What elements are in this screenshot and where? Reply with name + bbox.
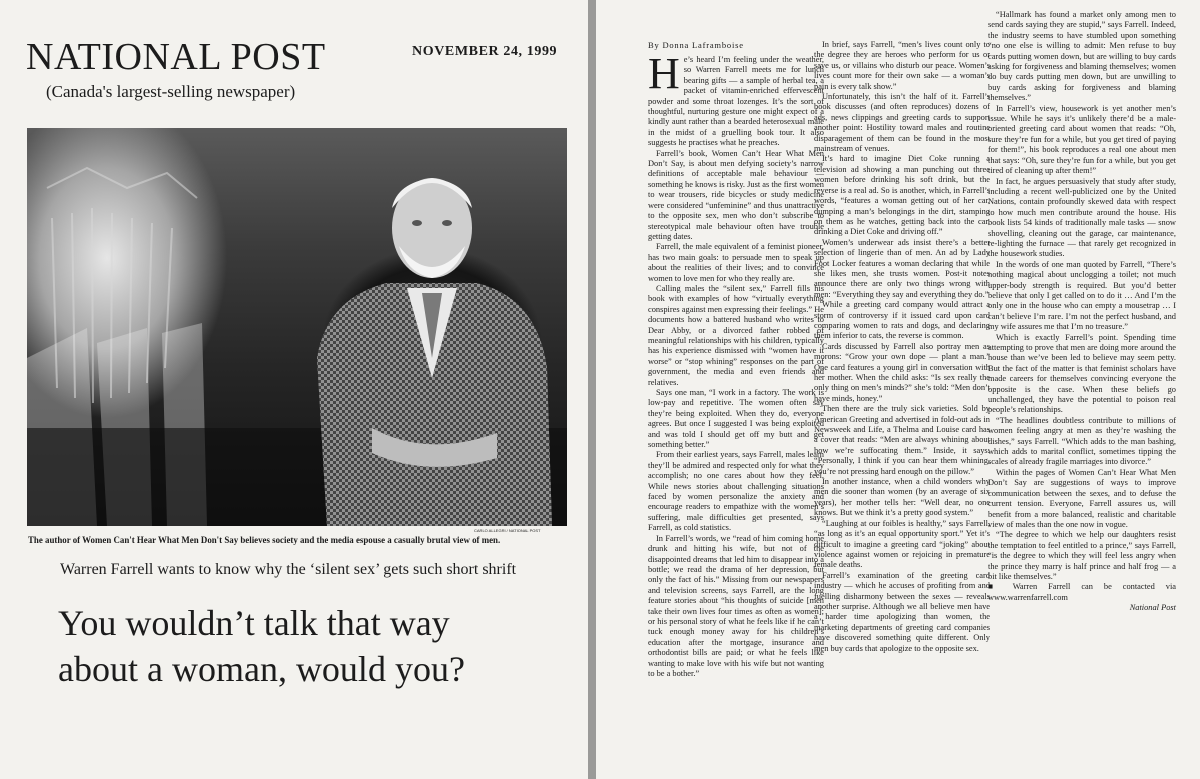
photo-caption: The author of Women Can't Hear What Men Don't Say believes society and the media espouse a casually brutal view of men. xyxy=(28,535,501,545)
masthead-tagline: (Canada's largest-selling newspaper) xyxy=(46,82,296,101)
paragraph: Then there are the truly sick varieties. Sold by American Greeting and advertised in fold-out ads in Newsweek and Life, a Thelma and Louise card has a cover that reads: “Men are always whining about how we’re suffocating them.” Inside, it says: “Personally, I think if you can hear them whining, you’re not pressing hard enough on the pillow.” xyxy=(814,404,990,476)
paragraph: Women’s underwear ads insist there’s a better selection of lingerie than of men. An ad by Lady Foot Locker features a woman declaring that while she likes men, she trusts women. Post-it notes announce there are only two things wrong with men: “Everything they say and everything they do.” xyxy=(814,237,990,299)
paragraph: In brief, says Farrell, “men’s lives count only to the degree they are heroes who perform for us or save us, or villains who disturb our peace. Women’s lives count more for their own sake — a woman’s pain is every talk show.” xyxy=(814,40,990,91)
source-signature: National Post xyxy=(1129,603,1176,613)
paragraph: In the words of one man quoted by Farrell, “There’s nothing magical about unclogging a toilet; not much upper-body strength is required. But you’d better believe that only I get called on to do it … And I’m the only one in the house who can empty a mousetrap … I can’t believe I’m rare. I’m not the perfect husband, and my wife assures me that I’m no treasure.” xyxy=(988,259,1176,332)
paragraph: “The degree to which we help our daughters resist the temptation to feel entitled to a prince,” says Farrell, “is the degree to which they will feel less angry when the prince they marry is half prince and half frog — a bit like themselves.” xyxy=(988,530,1176,581)
paragraph: It’s hard to imagine Diet Coke running a television ad showing a man punching out three women before drinking his soft drink, but the reverse is a real ad. So is another, which, in Farrell’s words, “features a woman getting out of her car, dumping a man’s belongings in the dirt, stamping on them as he watches, getting back into the car, drinking a Diet Coke and driving off.” xyxy=(814,154,990,237)
paragraph: Farrell, the male equivalent of a feminist pioneer, has two main goals: to persuade men to speak up about the realities of their lives; and to convince women to love men for who they really are. xyxy=(648,242,824,283)
article-headline xyxy=(58,600,578,692)
paragraph: Unfortunately, this isn’t the half of it. Farrell’s book discusses (and often reproduces) dozens of ads, news clippings and greeting cards to support another point: Hostility toward males and routine disparagement of them can be found in the most mainstream of venues. xyxy=(814,92,990,154)
article-column-3 xyxy=(988,10,1176,775)
paragraph: Farrell’s examination of the greeting card industry — which he accuses of profiting from and fuelling disharmony between the sexes — reveals another surprise. Although we all believe men have a harder time apologizing than women, the marketing departments of greeting card companies have discovered something quite different. Only men buy cards that apologize to the opposite sex. xyxy=(814,570,990,653)
paragraph: From their earliest years, says Farrell, males learn they’ll be admired and respected only for what they accomplish; no one cares about how they feel. While news stories about challenging situations faced by women personalize the anxiety and encourage readers to empathize with the women’s suffering, male difficulties get presented, says Farrell, as cold statistics. xyxy=(648,450,824,533)
paragraph: He’s heard I’m feeling under the weather, so Warren Farrell meets me for lunch bearing gifts — a sample of herbal tea, a packet of vitamin-enriched effervescent powder and some throat lozenges. It’s the sort of thoughtful, nurturing gesture one might expect of a kindly aunt rather than a bearded heterosexual male in the midst of a gruelling book tour. It also suggests he practises what he preaches. xyxy=(648,49,824,148)
headline-line-1: You wouldn’t talk that way xyxy=(58,603,450,643)
article-deck: Warren Farrell wants to know why the ‘silent sex’ gets such short shrift xyxy=(60,561,517,578)
paragraph: In Farrell’s words, we “read of him coming home drunk and hitting his wife, but not of the disappointed dreams that led him to disappear into a bottle; we read the drama of her depression, but only the fact of his.” Missing from our newspapers and television screens, says Farrell, are the long feature stories about “his thoughts of suicide [men take their own lives four times as often as women]; or his personal story of what he feels like if he can’t tuck enough money away for his children’s education after the mortgage, insurance and orthodontist bills are paid; or what he feels like wanting to make love with his wife but not wanting to be a bother.” xyxy=(648,533,824,678)
paragraph: Which is exactly Farrell’s point. Spending time attempting to prove that men are doing more around the house than we’ve been led to believe may seem petty. But the fact of the matter is that feminist scholars have made careers for themselves convincing everyone the opposite is the case. When these beliefs go unchallenged, they have the potential to poison real people’s relationships. xyxy=(988,332,1176,415)
headline-line-2: about a woman, would you? xyxy=(58,649,465,689)
paragraph: “Hallmark has found a market only among men to send cards saying they are stupid,” says Farrell. Indeed, the industry seems to have stumbled upon something “no one else is willing to admit: Men refuse to buy cards putting women down, but are willing to buy cards asking for forgiveness and blaming themselves; women do buy cards putting men down, but are unwilling to buy cards asking for forgiveness and blaming themselves.” xyxy=(988,10,1176,103)
paragraph: While a greeting card company would attract a storm of controversy if it issued card upon card comparing women to rats and dogs, and declaring them inferior to cats, the reverse is common. xyxy=(814,300,990,341)
byline: By Donna Laframboise xyxy=(648,40,744,50)
contact-note: ■ Warren Farrell can be contacted via www.warrenfarrell.com xyxy=(988,582,1176,602)
right-page xyxy=(596,0,1200,779)
author-photo-illustration xyxy=(27,128,567,526)
paragraph: Cards discussed by Farrell also portray men as morons: “Grow your own dope — plant a man.” One card features a young girl in conversation with her mother. When the child asks: “Is sex really the only thing on men’s minds?” she’s told: “Men don’t have minds, honey.” xyxy=(814,341,990,403)
paragraph: In fact, he argues persuasively that study after study, including a recent well-publicized one by the United Nations, contain profoundly skewed data with respect to how much men contribute around the house. His book lists 54 kinds of traditionally male tasks — snow shovelling, cleaning out the garage, car maintenance, re-lighting the furnace — that rarely get recognized in the housework studies. xyxy=(988,176,1176,259)
paragraph: Farrell’s book, Women Can’t Hear What Men Don’t Say, is about men defying society’s narrow definitions of acceptable male behaviour — something he knows is risky. Just as the first women to wear trousers, ride bicycles or study medicine were considered “unfeminine” and thus unattractive to the opposite sex, men who don’t subscribe to stereotypical male behaviour often have trouble getting dates. xyxy=(648,148,824,241)
paragraph: In Farrell’s view, housework is yet another men’s issue. While he says it’s unlikely there’d be a male-oriented greeting card about women that reads: “Oh, sure they’re fun for a while, but you get tired of paying for them!”, his book reproduces a real one about men that says: “Oh, sure they’re fun for a while, but you get tired of cleaning up after them!” xyxy=(988,103,1176,176)
paragraph: “The headlines doubtless contribute to millions of women feeling angry at men as they’re washing the dishes,” says Farrell. “Which adds to the man bashing, which adds to marital conflict, sometimes tipping the scales of already fragile marriages into divorce.” xyxy=(988,415,1176,467)
article-column-2 xyxy=(814,40,990,775)
article-column-1 xyxy=(648,49,824,770)
masthead: NATIONAL POST xyxy=(26,36,326,78)
publication-date: NOVEMBER 24, 1999 xyxy=(412,44,558,59)
author-figure xyxy=(317,178,552,526)
photo-credit: CARLO ALLEGRI / NATIONAL POST xyxy=(474,528,541,533)
paragraph: “Laughing at our foibles is healthy,” says Farrell, “as long as it’s an equal opportunity sport.” Yet it’s difficult to imagine a greeting card “joking” about violence against women or rejoicing in premature female deaths. xyxy=(814,518,990,570)
paragraph: Says one man, “I work in a factory. The work is low-pay and repetitive. The women often say they’re being exploited. When they do, everyone agrees. But once I suggested I was being exploited and was told I should get off my butt and get something better.” xyxy=(648,388,824,450)
page-gutter xyxy=(588,0,596,779)
paragraph: In another instance, when a child wonders why men die sooner than women (by an average of six years), her mother tells her: “Well dear, no one knows. But we think it’s a pretty good system.” xyxy=(814,477,990,518)
left-page xyxy=(0,0,588,779)
paragraph: Calling males the “silent sex,” Farrell fills his book with examples of how “virtually everything conspires against men expressing their feelings.” He documents how a battered husband who writes to Dear Abby, or a divorced father robbed of meaningful relationships with his children, typically has his experience dismissed with “women have it worse” or “stop whining” responses on the part of government, the media and even friends and relatives. xyxy=(648,283,824,387)
author-photo xyxy=(27,128,567,526)
drop-cap: H xyxy=(648,49,680,98)
paragraph: Within the pages of Women Can’t Hear What Men Don’t Say are suggestions of ways to improve communication between the sexes, and to defuse the current tension. Everyone, Farrell assures us, will benefit from a more balanced, realistic and charitable view of males than the one now in vogue. xyxy=(988,467,1176,529)
